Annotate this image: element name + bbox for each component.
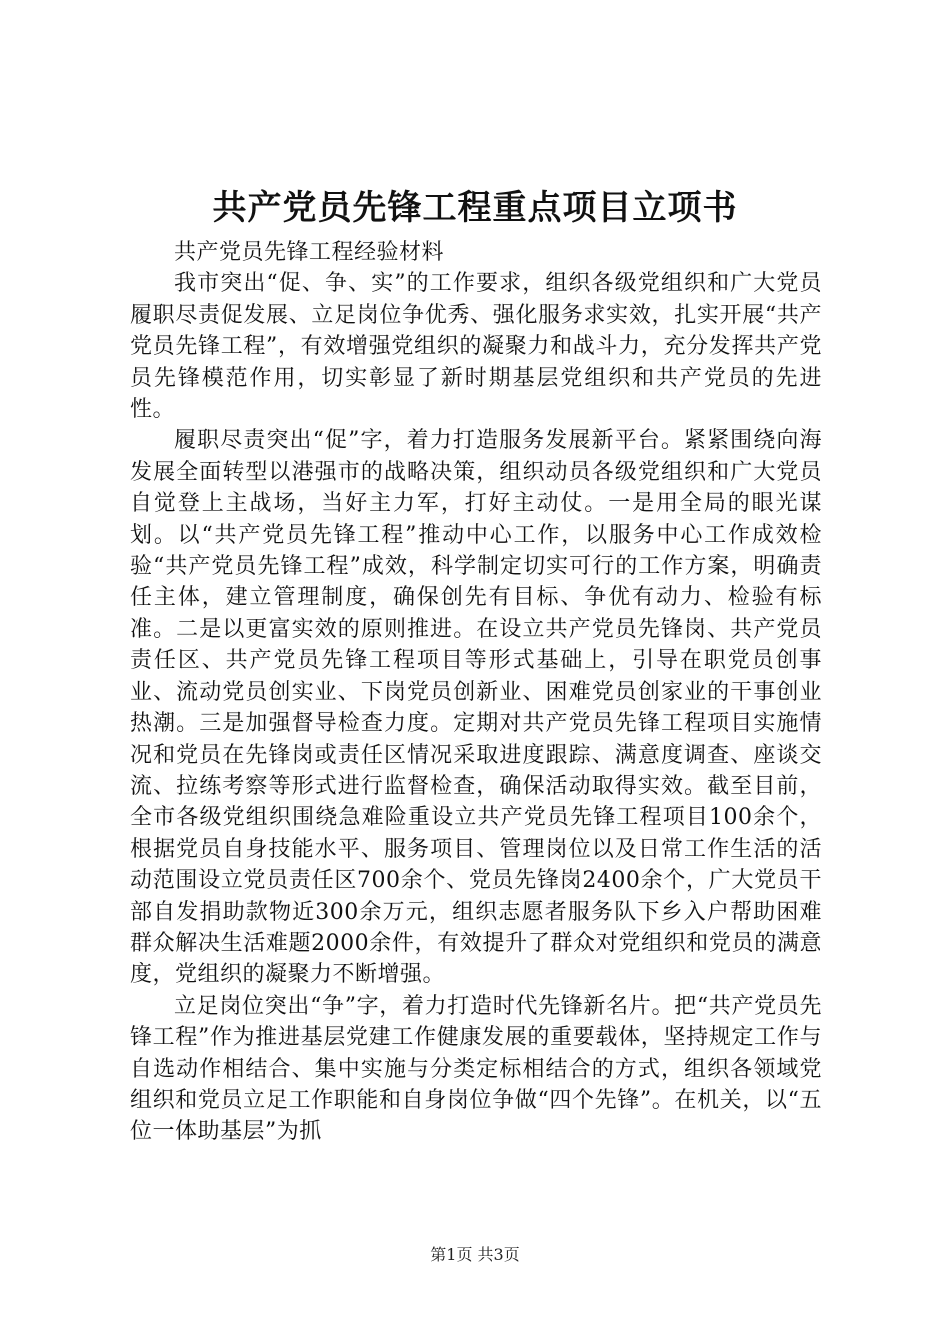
paragraph-subtitle: 共产党员先锋工程经验材料	[174, 240, 445, 265]
paragraph-zheng: 立足岗位突出“争”字，着力打造时代先锋新名片。把“共产党员先锋工程”作为推进基层党建工作健康发展的重要载体，坚持规定工作与自选动作相结合、集中实施与分类定标相结合的方式，组织各领域党组织和党员立足工作职能和自身岗位争做“四个先锋”。在机关，以“五位一体助基层”为抓	[130, 993, 822, 1145]
page-footer: 第1页 共3页	[430, 1245, 520, 1264]
paragraph-cu: 履职尽责突出“促”字，着力打造服务发展新平台。紧紧围绕向海发展全面转型以港强市的战略决策，组织动员各级党组织和广大党员自觉登上主战场，当好主力军，打好主动仗。一是用全局的眼光谋划。以“共产党员先锋工程”推动中心工作，以服务中心工作成效检验“共产党员先锋工程”成效，科学制定切实可行的工作方案，明确责任主体，建立管理制度，确保创先有目标、争优有动力、检验有标准。二是以更富实效的原则推进。在设立共产党员先锋岗、共产党员责任区、共产党员先锋工程项目等形式基础上，引导在职党员创事业、流动党员创实业、下岗党员创新业、困难党员创家业的干事创业热潮。三是加强督导检查力度。定期对共产党员先锋工程项目实施情况和党员在先锋岗或责任区情况采取进度跟踪、满意度调查、座谈交流、拉练考察等形式进行监督检查，确保活动取得实效。截至目前，全市各级党组织围绕急难险重设立共产党员先锋工程项目100余个，根据党员自身技能水平、服务项目、管理岗位以及日常工作生活的活动范围设立党员责任区700余个、党员先锋岗2400余个，广大党员干部自发捐助款物近300余万元，组织志愿者服务队下乡入户帮助困难群众解决生活难题2000余件，有效提升了群众对党组织和党员的满意度，党组织的凝聚力不断增强。	[130, 428, 822, 988]
paragraph-intro: 我市突出“促、争、实”的工作要求，组织各级党组织和广大党员履职尽责促发展、立足岗位争优秀、强化服务求实效，扎实开展“共产党员先锋工程”，有效增强党组织的凝聚力和战斗力，充分发挥共产党员先锋模范作用，切实彰显了新时期基层党组织和共产党员的先进性。	[130, 271, 822, 423]
document-title: 共产党员先锋工程重点项目立项书	[212, 188, 738, 228]
document-body	[130, 237, 822, 1148]
